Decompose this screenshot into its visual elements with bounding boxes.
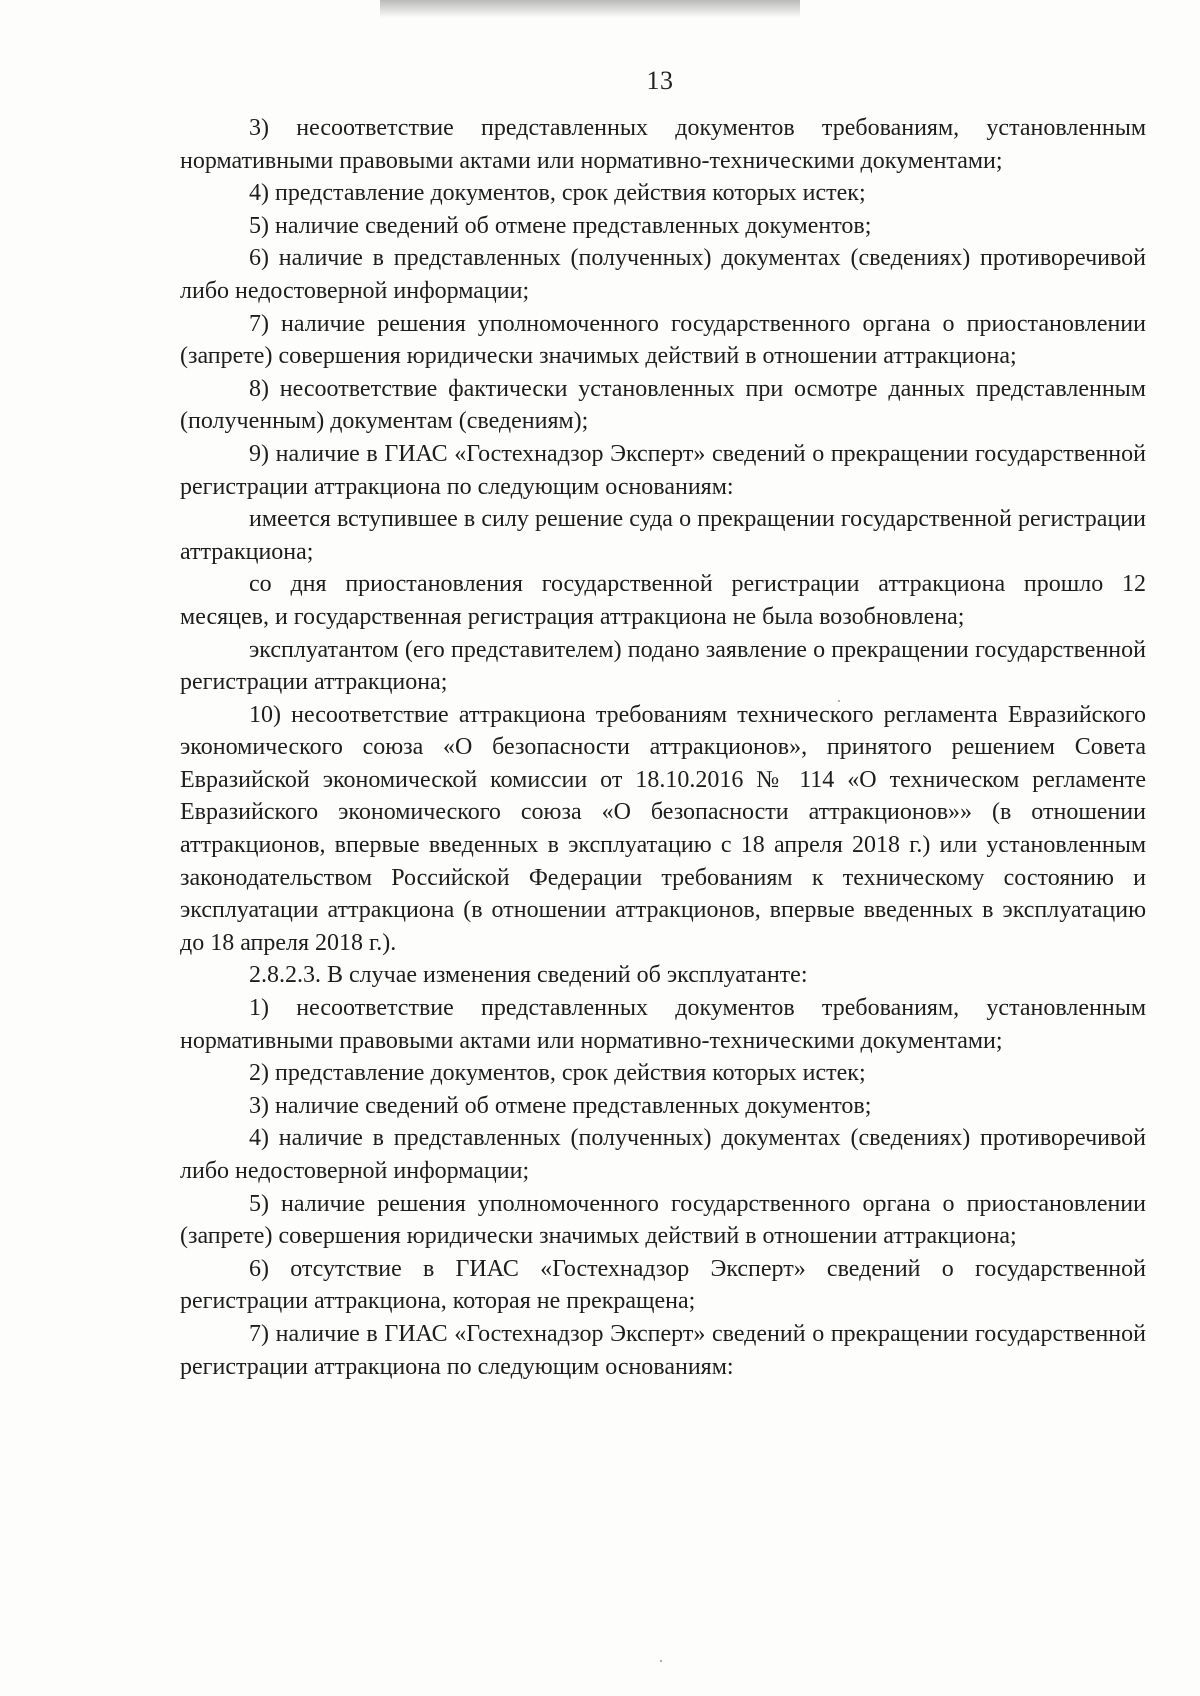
paragraph: 4) представление документов, срок действия которых истек; [249, 180, 866, 207]
paragraph: 7) наличие в ГИАС «Гостехнадзор Эксперт» сведений о прекращении государственной регистрации аттракциона по следующим основаниям: [180, 1320, 1146, 1380]
paragraph: 9) наличие в ГИАС «Гостехнадзор Эксперт» сведений о прекращении государственной регистрации аттракциона по следующим основаниям: [180, 440, 1146, 500]
paragraph: 6) наличие в представленных (полученных) документах (сведениях) противоречивой либо недостоверной информации; [180, 245, 1146, 304]
paragraph: 10) несоответствие аттракциона требованиям технического регламента Евразийского экономического союза «О безопасности аттракционов», принятого решением Совета Евразийской экономической комиссии от 18.10.2016 № 114 «О техническом регламенте Евразийского экономического союза «О безопасности аттракционов»» (в отношении аттракционов, впервые введенных в эксплуатацию с 18 апреля 2018 г.) или установленным законодательством Российской Федерации требованиям к техническому состоянию и эксплуатации аттракциона (в отношении аттракционов, впервые введенных в эксплуатацию до 18 апреля 2018 г.). [180, 701, 1146, 956]
paragraph: 4) наличие в представленных (полученных) документах (сведениях) противоречивой либо недостоверной информации; [180, 1125, 1146, 1184]
paragraph: имеется вступившее в силу решение суда о прекращении государственной регистрации аттракциона; [180, 506, 1146, 565]
section-heading: 2.8.2.3. В случае изменения сведений об эксплуатанте: [249, 962, 808, 989]
paragraph: 7) наличие решения уполномоченного государственного органа о приостановлении (запрете) совершения юридически значимых действий в отношении аттракциона; [180, 310, 1146, 370]
paragraph: со дня приостановления государственной регистрации аттракциона прошло 12 месяцев, и государственная регистрация аттракциона не была возобновлена; [180, 571, 1146, 630]
document-body [180, 112, 1146, 1383]
paragraph: 3) несоответствие представленных документов требованиям, установленным нормативными правовыми актами или нормативно-техническими документами; [180, 115, 1146, 174]
paragraph: 5) наличие сведений об отмене представленных документов; [249, 212, 872, 239]
scan-artifact [380, 0, 800, 18]
scan-artifact [660, 1660, 662, 1662]
page-number: 13 [646, 66, 674, 95]
paragraph: 1) несоответствие представленных документов требованиям, установленным нормативными правовыми актами или нормативно-техническими документами; [180, 995, 1146, 1054]
paragraph: 2) представление документов, срок действия которых истек; [249, 1060, 866, 1087]
paragraph: 5) наличие решения уполномоченного государственного органа о приостановлении (запрете) совершения юридически значимых действий в отношении аттракциона; [180, 1190, 1146, 1250]
paragraph: эксплуатантом (его представителем) подано заявление о прекращении государственной регистрации аттракциона; [180, 636, 1146, 696]
paragraph: 3) наличие сведений об отмене представленных документов; [249, 1092, 872, 1119]
paragraph: 6) отсутствие в ГИАС «Гостехнадзор Эксперт» сведений о государственной регистрации аттракциона, которая не прекращена; [180, 1255, 1146, 1315]
paragraph: 8) несоответствие фактически установленных при осмотре данных представленным (полученным) документам (сведениям); [180, 375, 1146, 435]
